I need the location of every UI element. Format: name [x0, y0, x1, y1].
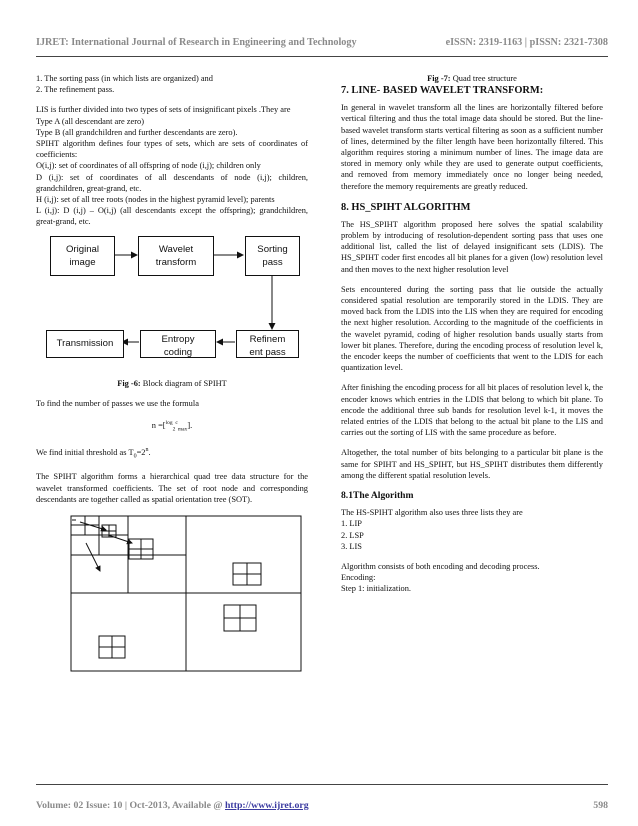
para-type-b: Type B (all grandchildren and further descendants are zero). — [36, 127, 238, 137]
journal-title: IJRET: International Journal of Research in Engineering and Technology — [36, 37, 357, 48]
heading-section-8: 8. HS_SPIHT ALGORITHM — [341, 201, 471, 213]
fig6-text: Block diagram of SPIHT — [142, 378, 227, 388]
para-type-a: Type A (all descendant are zero) — [36, 116, 145, 126]
box-sorting-pass: Sorting pass — [245, 236, 300, 276]
fig7-text: Quad tree structure — [452, 74, 517, 83]
para-hs-spiht-3: After finishing the encoding process for all bit places of resolution level k, the encoder knows which entries in the LDIS that belong to which bit plane. To encode the additional three sub bands for resolution level k-1, it moves the related entries of the LDIS that belong to the actual bit plane to the LIS and carries out the sorting of LIS with the same procedure as before. — [341, 383, 603, 438]
box-transmission: Transmission — [46, 330, 124, 358]
para-line-based: In general in wavelet transform all the lines are horizontally filtered before vertical filtering and thus the total image data should be stored. But the line-based wavelet transform starts vertical filtering as soon as a sufficient number of lines, determined by the filter length have been horizontally filtered. This algorithm requires storing a minimum number of lines. The image data are stored in memory only while they are used to generate output coefficients, and removed from memory immediately once no longer being needed, therefore the memory requirements are greatly reduced. — [341, 103, 603, 191]
box-refinement-pass: Refinem ent pass — [236, 330, 299, 358]
issn: eISSN: 2319-1163 | pISSN: 2321-7308 — [445, 37, 608, 48]
page-number: 598 — [593, 800, 608, 811]
spiht-block-diagram — [36, 236, 308, 356]
para-passes: To find the number of passes we use the formula — [36, 398, 199, 408]
para-set-l: L (i,j): D (i,j) – O(i,j) (all descendants except the offspring); grandchildren, great-grand, etc. — [36, 206, 308, 227]
box-wavelet-transform: Wavelet transform — [138, 236, 214, 276]
right-column — [341, 73, 603, 595]
fig6-caption — [36, 378, 308, 389]
para-set-d: D (i,j): set of coordinates of all descendants of node (i,j); children, grandchildren, great-grand, etc. — [36, 172, 308, 193]
fig7-label: Fig -7: — [427, 74, 451, 83]
running-footer — [36, 800, 608, 811]
box-entropy-coding: Entropy coding — [140, 330, 216, 358]
para-sorting-pass: 1. The sorting pass (in which lists are organized) and — [36, 74, 213, 83]
list-item-lis: 3. LIS — [341, 541, 362, 551]
para-hs-spiht-4: Altogether, the total number of bits belonging to a particular bit plane is the same for SPIHT and HS_SPIHT, but HS_SPIHT distributes them differently among the different spatial resolution levels. — [341, 448, 603, 480]
left-column — [36, 73, 308, 671]
list-item-lsp: 2. LSP — [341, 530, 364, 540]
para-lists-intro: The HS-SPIHT algorithm also uses three lists they are — [341, 508, 523, 518]
para-sot: The SPIHT algorithm forms a hierarchical quad tree data structure for the wavelet transformed coefficients. The set of root node and corresponding descendants are together called as spatial orientation tree (SOT). — [36, 472, 308, 504]
quad-tree-figure — [36, 513, 308, 671]
box-original-image: Original image — [50, 236, 115, 276]
header-rule — [36, 56, 608, 57]
fig6-label: Fig -6: — [117, 378, 141, 388]
para-algorithm-consists: Algorithm consists of both encoding and decoding process. — [341, 561, 540, 571]
para-threshold: We find initial threshold as $T_0=2^n$. — [36, 446, 151, 460]
formula-passes: n =[$^{log}_2^c_{max}$]. — [151, 420, 193, 433]
heading-section-8-1: 8.1The Algorithm — [341, 490, 414, 502]
para-refinement-pass: 2. The refinement pass. — [36, 85, 115, 95]
para-hs-spiht-2: Sets encountered during the sorting pass that lie outside the actually considered spatial resolution are temporarily stored in the LDIS. They are moved back from the LDIS into the LIS when they are required for encoding the next higher resolution. According to the magnitude of the coefficients in the wavelet pyramid, coding of higher resolution bands usually starts from lower bit planes. Therefore, during the encoding process of resolution level k, the encoder keeps the number of coefficients that went to the LDIS for each quantization level. — [341, 284, 603, 373]
list-item-lip: 1. LIP — [341, 519, 362, 529]
para-step-1: Step 1: initialization. — [341, 584, 412, 594]
quad-tree-svg — [36, 513, 308, 673]
footer-volume: Volume: 02 Issue: 10 | Oct-2013, Available @ http://www.ijret.org — [36, 800, 309, 811]
para-lis: LIS is further divided into two types of sets of insignificant pixels .They are — [36, 105, 291, 115]
para-encoding: Encoding: — [341, 573, 376, 583]
footer-rule — [36, 784, 608, 785]
para-sets-intro: SPIHT algorithm defines four types of sets, which are sets of coordinates of coefficients: — [36, 139, 308, 160]
para-set-o: O(i,j): set of coordinates of all offspring of node (i,j); children only — [36, 161, 261, 171]
fig7-caption — [341, 73, 603, 84]
journal-link[interactable]: http://www.ijret.org — [224, 800, 309, 811]
para-hs-spiht-1: The HS_SPIHT algorithm proposed here solves the spatial scalability problem by introducing of resolution-dependent sorting pass that uses one additional list, called the list of delayed insignificant sets (LDIS). The HS_SPIHT coder first encodes all bit planes for a given (low) resolution level and then moves to the next higher resolution level — [341, 219, 603, 274]
running-header — [36, 37, 608, 48]
heading-section-7: 7. LINE- BASED WAVELET TRANSFORM: — [341, 85, 544, 97]
para-set-h: H (i,j): set of all tree roots (nodes in the highest pyramid level); parents — [36, 195, 275, 205]
